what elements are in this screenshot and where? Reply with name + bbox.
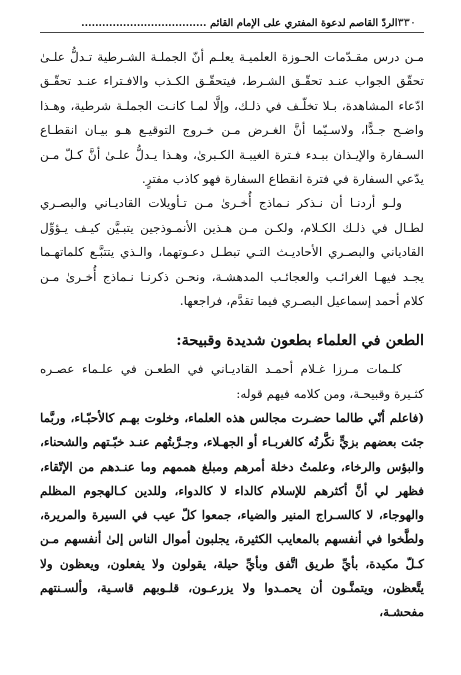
body-paragraph-3: كلـمات مـرزا غـلام أحمـد القاديـاني في الطعـن في علـماء عصـره كثـيرة وقبيحـة، ومن كلامه فيهم قوله:: [40, 362, 424, 401]
page-body: [40, 45, 424, 624]
book-page: [40, 14, 424, 664]
block-quote: (فاعلم أنّي طالما حضـرت مجالس هذه العلماء، وخلوت بهـم كالأحبّـاء، وربَّما جئت بعضهم بزيٍّ نكَّرتُه كالغربـاء أو الجهـلاء، وجـرَّبتُهم عنـد خبّـتهم والشحناء، والبؤس والرخاء، وعلمتُ دخلة أمرهم ومبلغ هممهم وما عنـدهم من الإتّقاء، فظهر لي أنَّ أكثرهم للإسلام كالداء لا كالدواء، وللدين كـالهجوم المظلم والهوجاء، لا كالسـراج المنير والضياء، جمعوا كلّ عيب في السيرة والمريرة، ولطَّخوا في أنفسهم بالمعايب الكثيرة، يجلبون أموال الناس إلىٰ أنفسهم مـن كـلّ مكيدة، بأيِّ طريق اتَّفق وبأيِّ حيلة، يقولون ولا يفعلون، ويعظون ولا يتَّعظون، ويتمنَّـون أن يحمـدوا ولا يزرعـون، قلـوبهم قاسـية، وألسـنتهم مفحشـة،: [40, 411, 424, 619]
body-paragraph-1: مـن درس مقـدّمات الحـوزة العلميـة يعلـم أنّ الجملـة الشـرطية تـدلُّ علـىٰ تحقّق الجواب عنـد تحقّـق الشـرط، فيتحقّـق الكـذب والافـتراء عنـد تحقّـق ادّعاء المشاهدة، بـلا تخلّـف في ذلـك، وإلَّا لمـا كانـت الجملـة شرطية، وهـذا واضـح جـدًّا، ولاسـيّما أنَّ الغـرض مـن خـروج التوقيـع هـو بيـان انقطـاع السـفارة والإيـذان ببـدء فـترة الغيبـة الكـبرىٰ، وهـذا يـدلُّ علـىٰ أنَّ كـلّ مـن يدّعي السفارة في فترة انقطاع السفارة فهو كاذب مفترٍ.: [40, 50, 424, 187]
page-number: ٣٣٠: [397, 15, 416, 29]
section-heading: الطعن في العلماء بطعون شديدة وقبيحة:: [176, 332, 424, 350]
running-title: الردّ القاصم لدعوة المفتري على الإمام القائم ....................................: [81, 18, 398, 29]
running-header: [40, 14, 424, 33]
body-paragraph-2: ولـو أردنـا أن نـذكر نـماذج أُخـرىٰ مـن تـأويلات القاديـاني والبصـري لطـال في ذلـك الكـلام، ولكـن مـن هـذين الأنمـوذجين يتبـيَّن كيـف يـؤوِّل القادياني والبصـري الأحاديـث التـي تبطـل دعـوتهما، والـذي يتتبَّـع كلماتهـما يجـد فيهـا الغرائـب والعجائـب المدهشـة، ونحـن ذكرنـا نـماذج أُخـرىٰ مـن كلام أحمد إسماعيل البصـري فيما تقدَّم، فراجعها.: [40, 196, 424, 309]
